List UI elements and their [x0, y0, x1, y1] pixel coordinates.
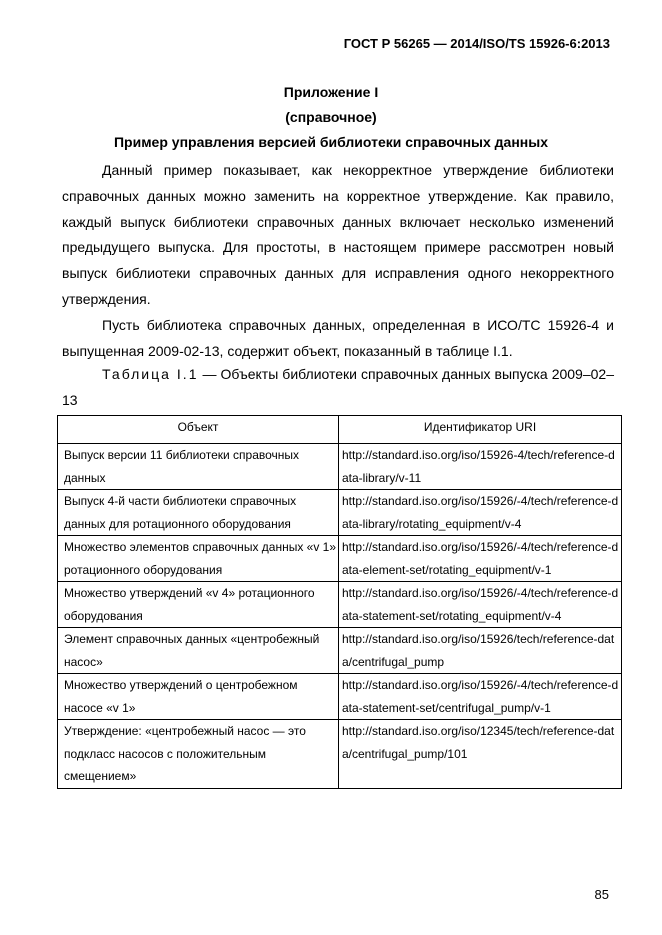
uri-cell: http://standard.iso.org/iso/15926/-4/tech/reference-data-statement-set/centrifugal_pump/v-1 [339, 674, 622, 720]
object-cell: Утверждение: «центробежный насос — это подкласс насосов с положительным смещением» [58, 720, 339, 789]
object-cell: Выпуск версии 11 библиотеки справочных данных [58, 444, 339, 490]
uri-cell: http://standard.iso.org/iso/15926/-4/tech/reference-data-statement-set/rotating_equipment/v-4 [339, 582, 622, 628]
object-cell: Выпуск 4-й части библиотеки справочных данных для ротационного оборудования [58, 490, 339, 536]
uri-cell: http://standard.iso.org/iso/15926-4/tech/reference-data-library/v-11 [339, 444, 622, 490]
table-row [58, 674, 622, 720]
object-cell: Элемент справочных данных «центробежный насос» [58, 628, 339, 674]
column-header-object: Объект [58, 416, 339, 444]
object-cell: Множество утверждений о центробежном насосе «v 1» [58, 674, 339, 720]
paragraph-1: Данный пример показывает, как некорректное утверждение библиотеки справочных данных можно заменить на корректное утверждение. Как правило, каждый выпуск библиотеки справочных данных включает несколько изменений предыдущего выпуска. Для простоты, в настоящем примере рассмотрен новый выпуск библиотеки справочных данных для исправления одного некорректного утверждения. [62, 162, 614, 307]
uri-cell: http://standard.iso.org/iso/12345/tech/reference-data/centrifugal_pump/101 [339, 720, 622, 789]
table-row [58, 490, 622, 536]
appendix-title: Приложение I [283, 84, 379, 100]
page-number: 85 [594, 887, 609, 902]
uri-cell: http://standard.iso.org/iso/15926/-4/tech/reference-data-library/rotating_equipment/v-4 [339, 490, 622, 536]
column-header-uri: Идентификатор URI [339, 416, 622, 444]
table-row [58, 536, 622, 582]
appendix-heading: Пример управления версией библиотеки справочных данных [113, 134, 548, 150]
objects-table [57, 415, 622, 789]
object-cell: Множество элементов справочных данных «v 1» ротационного оборудования [58, 536, 339, 582]
table-row [58, 444, 622, 490]
table-caption-label: Таблица I.1 [102, 366, 199, 382]
uri-cell: http://standard.iso.org/iso/15926/-4/tech/reference-data-element-set/rotating_equipment/v-1 [339, 536, 622, 582]
table-caption [62, 362, 614, 414]
appendix-subtitle: (справочное) [285, 109, 377, 125]
table-row [58, 628, 622, 674]
uri-cell: http://standard.iso.org/iso/15926/tech/reference-data/centrifugal_pump [339, 628, 622, 674]
table-header-row [58, 416, 622, 444]
table-row [58, 582, 622, 628]
paragraph-2: Пусть библиотека справочных данных, определенная в ИСО/ТС 15926-4 и выпущенная 2009-02-13, содержит объект, показанный в таблице I.1. [62, 317, 614, 359]
table-row [58, 720, 622, 789]
table-caption-text: — Объекты библиотеки справочных данных выпуска 2009–02–13 [62, 366, 614, 408]
object-cell: Множество утверждений «v 4» ротационного оборудования [58, 582, 339, 628]
document-header: ГОСТ Р 56265 — 2014/ISO/TS 15926-6:2013 [343, 36, 610, 51]
